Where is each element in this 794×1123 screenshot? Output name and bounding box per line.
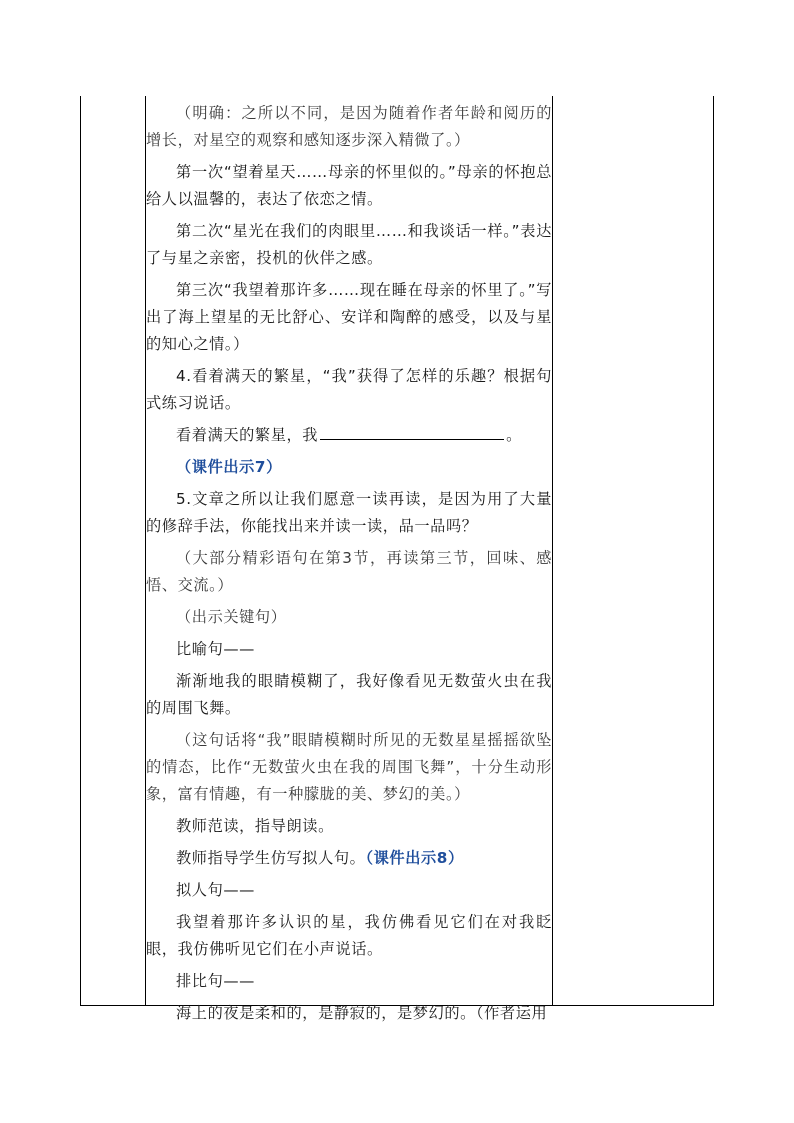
- teacher-guidance-text: 教师指导学生仿写拟人句。: [176, 849, 366, 867]
- table-border-right: [713, 96, 714, 1006]
- sentence-practice-prefix: 看着满天的繁星，我: [176, 426, 319, 444]
- fill-in-blank-line: [320, 423, 504, 440]
- question-4: 4.看着满天的繁星，“我”获得了怎样的乐趣？根据句式练习说话。: [146, 367, 552, 412]
- sentence-practice-suffix: 。: [506, 426, 522, 444]
- simile-sentence: 渐渐地我的眼睛模糊了，我好像看见无数萤火虫在我的周围飞舞。: [146, 672, 552, 717]
- teacher-guidance: [146, 845, 552, 872]
- lesson-content-cell: [146, 100, 552, 1027]
- table-border-left: [80, 96, 81, 1006]
- reading-note: （大部分精彩语句在第3节，再读第三节，回味、感悟、交流。）: [146, 549, 552, 594]
- parallelism-heading: 排比句——: [176, 972, 255, 990]
- simile-analysis: （这句话将“我”眼睛模糊时所见的无数星星摇摇欲坠的情态，比作“无数萤火虫在我的周围飞舞”，十分生动形象，富有情趣，有一种朦胧的美、梦幻的美。）: [146, 731, 552, 803]
- personification-sentence: 我望着那许多认识的星，我仿佛看见它们在对我眨眼，我仿佛听见它们在小声说话。: [146, 913, 552, 958]
- personification-heading: 拟人句——: [176, 881, 255, 899]
- teacher-reading: 教师范读，指导朗读。: [176, 817, 334, 835]
- simile-heading: 比喻句——: [176, 640, 255, 658]
- second-time-paragraph: 第二次“星光在我们的肉眼里……和我谈话一样。”表达了与星之亲密，投机的伙伴之感。: [146, 222, 552, 267]
- courseware-7-label: （课件出示7）: [176, 458, 282, 476]
- first-time-paragraph: 第一次“望着星天……母亲的怀里似的。”母亲的怀抱总给人以温馨的，表达了依恋之情。: [146, 163, 552, 208]
- clarification-paragraph: （明确：之所以不同，是因为随着作者年龄和阅历的增长，对星空的观察和感知逐步深入精微了。）: [146, 104, 552, 149]
- question-5: 5.文章之所以让我们愿意一读再读，是因为用了大量的修辞手法，你能找出来并读一读，品一品吗？: [146, 490, 552, 535]
- courseware-8-label: （课件出示8）: [365, 849, 464, 867]
- table-column-divider-2: [552, 96, 553, 1006]
- key-sentence-note: （出示关键句）: [176, 608, 287, 626]
- third-time-paragraph: 第三次“我望着那许多……现在睡在母亲的怀里了。”写出了海上望星的无比舒心、安详和陶醉的感受，以及与星的知心之情。）: [146, 281, 552, 353]
- parallelism-sentence: 海上的夜是柔和的，是静寂的，是梦幻的。（作者运用: [176, 1004, 548, 1022]
- sentence-practice: [146, 422, 552, 449]
